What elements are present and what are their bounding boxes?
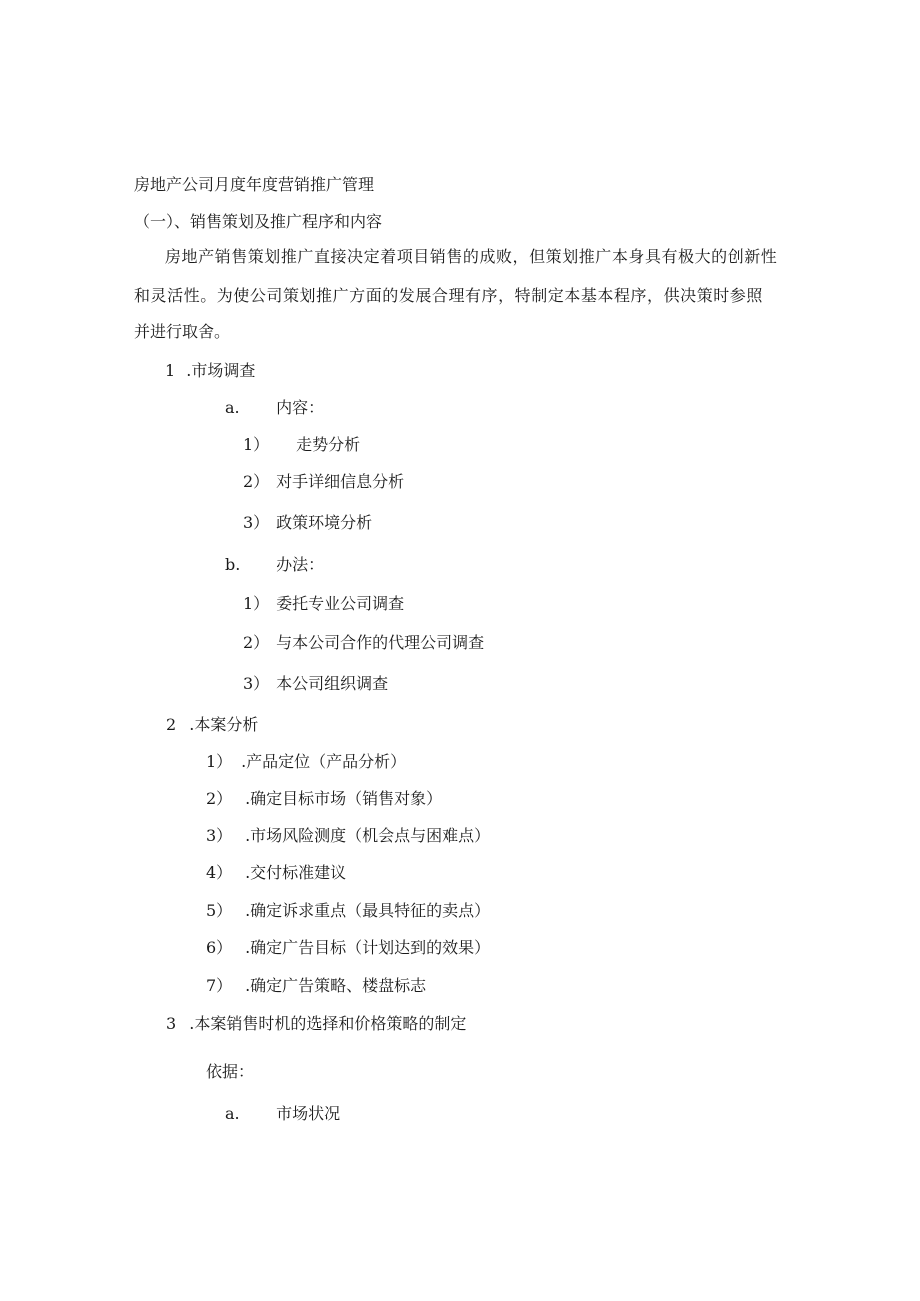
part2-title: .本案分析: [189, 715, 259, 734]
list-marker: 1）: [243, 594, 270, 613]
list-marker: 1）: [243, 435, 270, 454]
document-title: 房地产公司月度年度营销推广管理: [134, 175, 375, 194]
section-heading: （一）、销售策划及推广程序和内容: [134, 212, 383, 231]
part2-item-5: [206, 901, 490, 921]
list-marker: 7）: [206, 976, 233, 995]
list-marker: 3）: [206, 826, 233, 845]
list-item-text: .交付标准建议: [245, 863, 347, 882]
part1-b-item-1: [243, 594, 404, 614]
part2-item-1: [206, 752, 406, 772]
part1-b-item-3: [243, 674, 388, 694]
list-marker: 2）: [206, 789, 233, 808]
part1-a-heading: [225, 398, 324, 418]
part1-a-item-1: [243, 435, 360, 455]
part1-b-item-2: [243, 633, 484, 653]
part2-item-6: [206, 938, 490, 958]
list-marker: 4）: [206, 863, 233, 882]
part2-item-2: [206, 789, 442, 809]
list-item-text: 委托专业公司调查: [276, 594, 405, 613]
part1-a-label: 内容：: [276, 398, 325, 417]
list-item-text: 与本公司合作的代理公司调查: [276, 633, 485, 652]
part3-number: 3: [166, 1014, 177, 1033]
part1-a-marker: a.: [225, 398, 240, 417]
part3-heading: [166, 1014, 466, 1034]
intro-paragraph-line-3: 并进行取舍。: [134, 322, 231, 341]
part1-b-marker: b.: [225, 555, 241, 574]
intro-paragraph-line-2: 和灵活性。为使公司策划推广方面的发展合理有序，特制定本基本程序，供决策时参照: [134, 286, 763, 305]
part2-item-7: [206, 976, 426, 996]
part1-number: 1: [165, 361, 176, 380]
list-item-text: .确定目标市场（销售对象）: [245, 789, 443, 808]
list-marker: 3）: [243, 674, 270, 693]
part1-a-item-3: [243, 513, 372, 533]
list-item-text: 本公司组织调查: [276, 674, 389, 693]
list-marker: 6）: [206, 938, 233, 957]
part3-a-item: [225, 1104, 340, 1124]
list-marker: 2）: [243, 633, 270, 652]
part1-b-label: 办法：: [276, 555, 325, 574]
list-item-text: .确定广告策略、楼盘标志: [245, 976, 427, 995]
part3-a-text: 市场状况: [276, 1104, 341, 1123]
list-item-text: 走势分析: [296, 435, 361, 454]
list-item-text: .产品定位（产品分析）: [241, 752, 407, 771]
part3-a-marker: a.: [225, 1104, 240, 1123]
list-marker: 2）: [243, 472, 270, 491]
part2-number: 2: [166, 715, 177, 734]
part1-a-item-2: [243, 472, 404, 492]
part2-item-3: [206, 826, 490, 846]
list-marker: 1）: [206, 752, 233, 771]
part2-heading: [166, 715, 258, 735]
part3-basis-label: 依据：: [206, 1062, 255, 1081]
list-marker: 3）: [243, 513, 270, 532]
part1-heading: [165, 361, 255, 381]
list-item-text: .市场风险测度（机会点与困难点）: [245, 826, 491, 845]
part3-title: .本案销售时机的选择和价格策略的制定: [189, 1014, 467, 1033]
list-item-text: 对手详细信息分析: [276, 472, 405, 491]
intro-paragraph-line-1: 房地产销售策划推广直接决定着项目销售的成败，但策划推广本身具有极大的创新性: [165, 247, 778, 266]
list-marker: 5）: [206, 901, 233, 920]
part1-b-heading: [225, 555, 324, 575]
part2-item-4: [206, 863, 346, 883]
list-item-text: 政策环境分析: [276, 513, 373, 532]
list-item-text: .确定诉求重点（最具特征的卖点）: [245, 901, 491, 920]
part1-title: .市场调查: [186, 361, 256, 380]
list-item-text: .确定广告目标（计划达到的效果）: [245, 938, 491, 957]
